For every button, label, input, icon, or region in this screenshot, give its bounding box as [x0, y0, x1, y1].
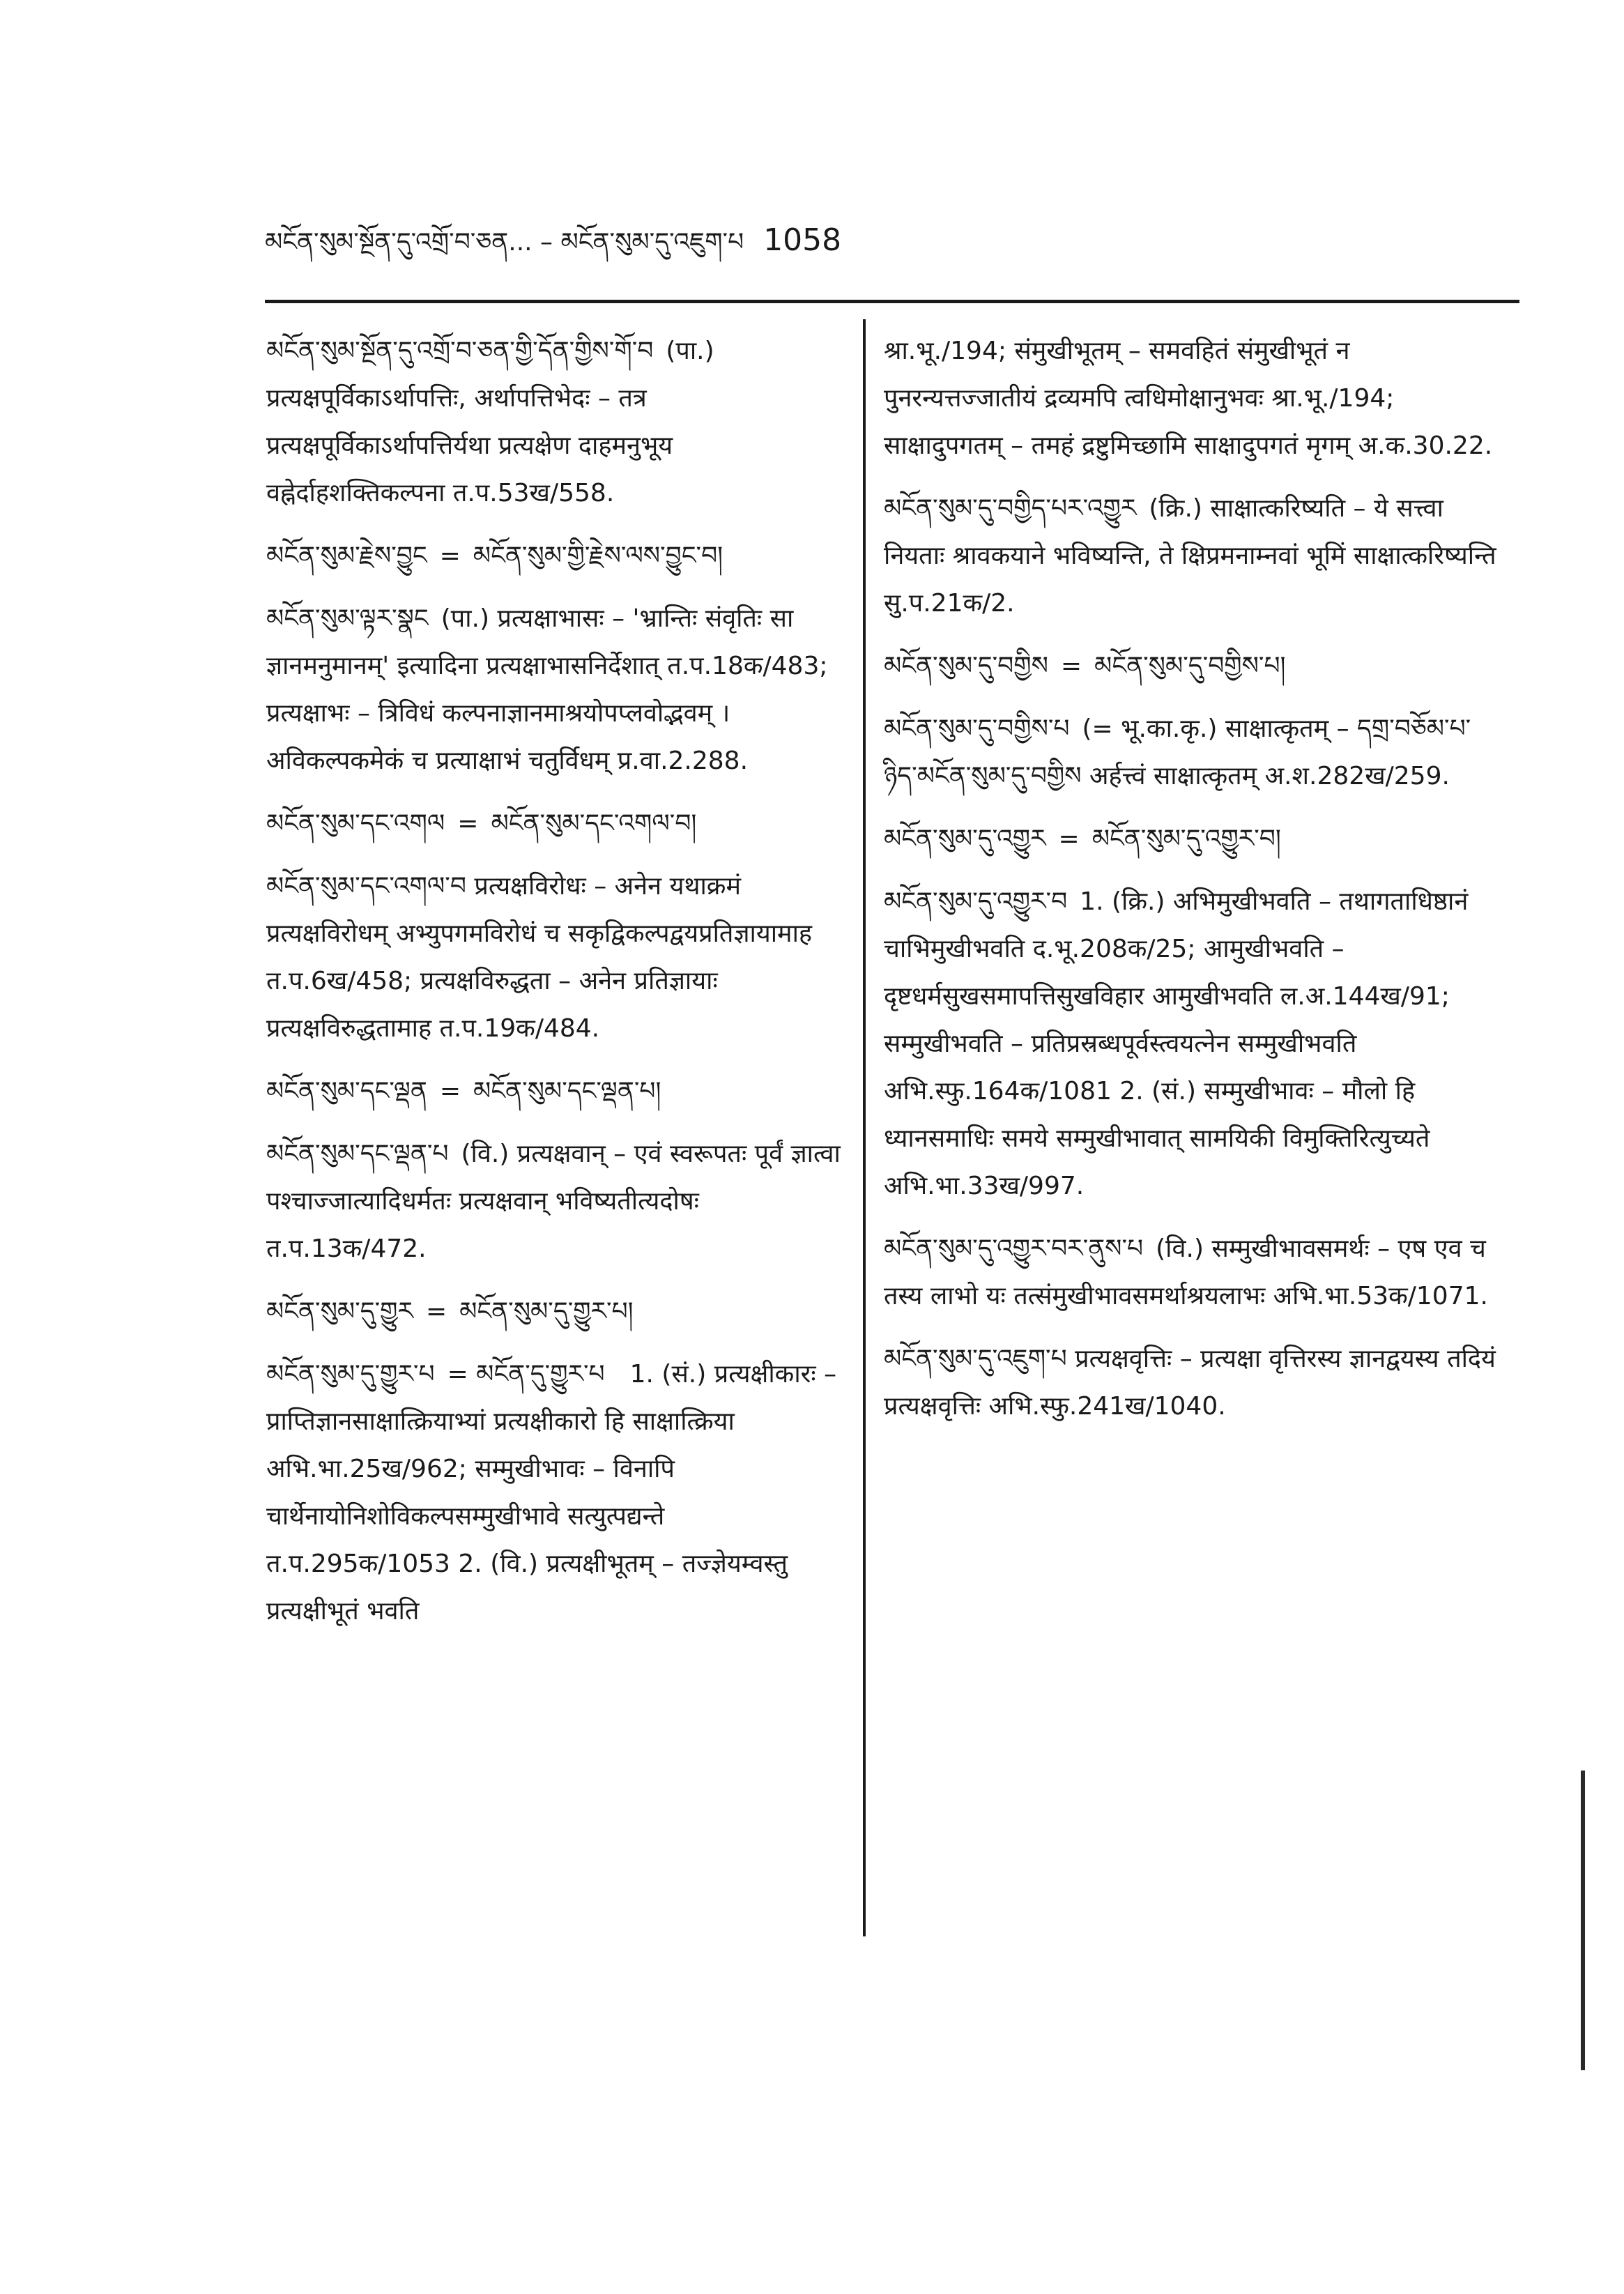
entry-tag: (पा.): [441, 604, 490, 633]
dictionary-entry: [884, 816, 1497, 863]
dictionary-entry-continuation: [884, 328, 1497, 470]
entry-headword: མངོན་སུམ་དང་ལྡན་པ: [266, 1140, 449, 1168]
entry-text: प्रत्यक्षाभासः – 'भ्रान्तिः संवृतिः सा ज्ञानमनुमानम्' इत्यादिना प्रत्यक्षाभासनिर्देशात् त.प.18क/483; प्रत्यक्षाभः – त्रिविधं कल्पनाज्ञानमाश्रयोपप्लवोद्भवम् । अविकल्पकमेकं च प्रत्याक्षाभं चतुर्विधम् प्र.वा.2.288.: [266, 604, 828, 775]
entry-text: प्रत्यक्षवृत्तिः – प्रत्यक्षा वृत्तिरस्य ज्ञानद्वयस्य तदियं प्रत्यक्षवृत्तिः अभि.स्फु.241ख/1040.: [884, 1345, 1496, 1421]
entry-headword: མངོན་སུམ་ལྟར་སྣང: [266, 604, 429, 633]
entry-tag: (= भू.का.कृ.): [1082, 714, 1218, 743]
page-number: 1058: [763, 222, 842, 258]
entry-cross-reference: མངོན་སུམ་གྱི་རྗེས་ལས་བྱུང་བ།: [473, 542, 723, 570]
entry-cross-reference: མངོན་སུམ་དུ་བགྱིས་པ།: [1094, 652, 1286, 680]
entry-headword: མངོན་སུམ་དུ་བགྱིད་པར་འགྱུར: [884, 494, 1137, 523]
entry-tag: (क्रि.): [1149, 494, 1202, 523]
right-column: [884, 328, 1497, 1446]
entry-headword: མངོན་སུམ་དུ་གྱུར: [266, 1297, 413, 1326]
dictionary-entry: [266, 800, 845, 848]
column-divider: [863, 319, 866, 1936]
dictionary-entry: [266, 1131, 845, 1273]
entry-tag: (वि.): [1156, 1234, 1204, 1263]
entry-text: प्रत्यक्षपूर्विकाऽर्थापत्तिः, अर्थापत्तिभेदः – तत्र प्रत्यक्षपूर्विकाऽर्थापत्तिर्यथा प्रत्यक्षेण दाहमनुभूय वह्नेर्दाहशक्तिकल्पना त.प.53ख/558.: [266, 384, 673, 507]
entry-equals: =: [457, 809, 479, 838]
entry-cross-reference: མངོན་སུམ་དུ་འགྱུར་བ།: [1091, 825, 1281, 853]
entry-equals: =: [1058, 825, 1080, 853]
entry-text: प्रत्यक्षविरोधः – अनेन यथाक्रमं प्रत्यक्षविरोधम् अभ्युपगमविरोधं च सकृद्विकल्पद्वयप्रतिज्ञायामाह त.प.6ख/458; प्रत्यक्षविरुद्धता – अनेन प्रतिज्ञायाः प्रत्यक्षविरुद्धतामाह त.प.19क/484.: [266, 872, 813, 1043]
entry-text: अभिमुखीभवति – तथागताधिष्ठानं चाभिमुखीभवति द.भू.208क/25; आमुखीभवति – दृष्टधर्मसुखसमापत्तिसुखविहार आमुखीभवति ल.अ.144ख/91; सम्मुखीभवति – प्रतिप्रस्रब्धपूर्वस्त्वयत्नेन सम्मुखीभवति अभि.स्फु.164क/1081 2. (सं.) सम्मुखीभावः – मौलो हि ध्यानसमाधिः समये सम्मुखीभावात् सामयिकी विमुक्तिरित्युच्यते अभि.भा.33ख/997.: [884, 887, 1469, 1200]
entry-cross-reference: མངོན་སུམ་དང་ལྡན་པ།: [473, 1077, 661, 1106]
header-rule: [265, 300, 1519, 303]
header-range: མངོན་སུམ་སྔོན་དུ་འགྲོ་བ་ཅན... – མངོན་སུམ་དུ་འཇུག་པ: [265, 228, 744, 257]
entry-headword: མངོན་སུམ་དུ་འཇུག་པ: [884, 1345, 1067, 1373]
entry-text: प्रत्यक्षवान् – एवं स्वरूपतः पूर्वं ज्ञात्वा पश्चाज्जात्यादिधर्मतः प्रत्यक्षवान् भविष्यतीत्यदोषः त.प.13क/472.: [266, 1140, 841, 1263]
entry-equals: =: [425, 1297, 447, 1326]
entry-text: साक्षात्करिष्यति – ये सत्त्वा नियताः श्रावकयाने भविष्यन्ति, ते क्षिप्रमनाम्नवां भूमिं साक्षात्करिष्यन्ति सु.प.21क/2.: [884, 494, 1496, 618]
entry-equals: =: [1060, 652, 1082, 680]
margin-mark: [1581, 1771, 1585, 2070]
entry-cross-reference: མངོན་སུམ་དང་འགལ་བ།: [491, 809, 697, 838]
entry-headword: མངོན་སུམ་དང་ལྡན: [266, 1077, 427, 1106]
dictionary-entry: [884, 705, 1497, 800]
entry-headword: མངོན་སུམ་སྔོན་དུ་འགྲོ་བ་ཅན་གྱི་དོན་གྱིས་གོ་བ: [266, 337, 654, 365]
entry-tag: 1. (क्रि.): [1080, 887, 1165, 916]
entry-text: सम्मुखीभावसमर्थः – एष एव च तस्य लाभो यः तत्संमुखीभावसमर्थाश्रयलाभः अभि.भा.53क/1071.: [884, 1234, 1488, 1310]
entry-equals: = མངོན་དུ་གྱུར་པ: [447, 1360, 605, 1389]
left-column: [266, 328, 845, 1651]
entry-tag: (वि.): [461, 1140, 510, 1168]
entry-headword: མངོན་སུམ་དུ་བགྱིས: [884, 652, 1048, 680]
dictionary-entry: [266, 328, 845, 517]
dictionary-entry: [266, 595, 845, 785]
dictionary-entry: [884, 878, 1497, 1210]
dictionary-entry: [884, 643, 1497, 690]
dictionary-entry: [266, 1068, 845, 1115]
dictionary-entry: [884, 1336, 1497, 1430]
dictionary-entry: [884, 1225, 1497, 1320]
dictionary-entry: [884, 485, 1497, 627]
dictionary-entry: [266, 1288, 845, 1336]
entry-headword: མངོན་སུམ་དུ་གྱུར་པ: [266, 1360, 435, 1389]
entry-headword: མངོན་སུམ་དུ་བགྱིས་པ: [884, 714, 1070, 743]
dictionary-entry: [266, 863, 845, 1053]
entry-tag: (पा.): [666, 337, 714, 365]
dictionary-entry: [266, 1351, 845, 1635]
entry-headword: མངོན་སུམ་དུ་འགྱུར: [884, 825, 1046, 853]
entry-equals: =: [439, 1077, 461, 1106]
entry-headword: མངོན་སུམ་རྗེས་བྱུང: [266, 542, 427, 570]
entry-text: साक्षात्कृतम् – དགྲ་བཅོམ་པ་ཉིད་མངོན་སུམ་དུ་བགྱིས अर्हत्त्वं साक्षात्कृतम् अ.श.282ख/259.: [884, 714, 1471, 790]
entry-text: श्रा.भू./194; संमुखीभूतम् – समवहितं संमुखीभूतं न पुनरन्यत्तज्जातीयं द्रव्यमपि त्वधिमोक्षानुभवः श्रा.भू./194; साक्षादुपगतम् – तमहं द्रष्टुमिच्छामि साक्षादुपगतं मृगम् अ.क.30.22.: [884, 337, 1493, 460]
entry-equals: =: [439, 542, 461, 570]
entry-cross-reference: མངོན་སུམ་དུ་གྱུར་པ།: [459, 1297, 634, 1326]
entry-text: प्रत्यक्षीकारः – प्राप्तिज्ञानसाक्षात्क्रियाभ्यां प्रत्यक्षीकारो हि साक्षात्क्रिया अभि.भा.25ख/962; सम्मुखीभावः – विनापि चार्थेनायोनिशोविकल्पसम्मुखीभावे सत्युत्पद्यन्ते त.प.295क/1053 2. (वि.) प्रत्यक्षीभूतम् – तज्ज्ञेयम्वस्तु प्रत्यक्षीभूतं भवति: [266, 1360, 837, 1626]
entry-headword: མངོན་སུམ་དང་འགལ: [266, 809, 445, 838]
entry-headword: མངོན་སུམ་དུ་འགྱུར་བར་ནུས་པ: [884, 1234, 1144, 1263]
entry-headword: མངོན་སུམ་དུ་འགྱུར་བ: [884, 887, 1068, 916]
page-header: [265, 209, 1310, 272]
entry-tag: 1. (सं.): [629, 1360, 707, 1389]
dictionary-entry: [266, 533, 845, 580]
entry-headword: མངོན་སུམ་དང་འགལ་བ: [266, 872, 466, 901]
